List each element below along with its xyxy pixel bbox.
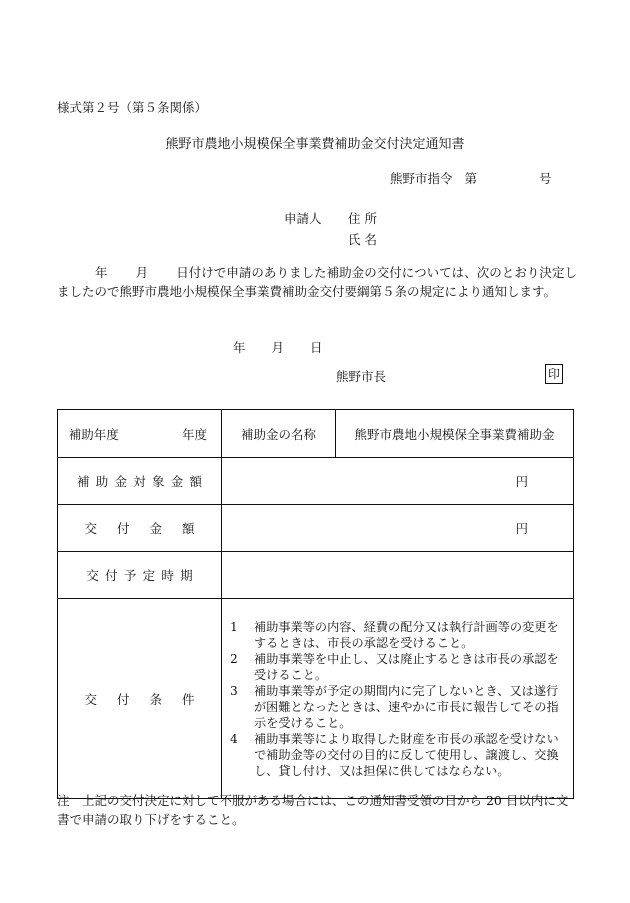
issue-date bbox=[233, 338, 323, 356]
table-row bbox=[58, 599, 574, 799]
target-amount-label: 補助金対象金額 bbox=[58, 458, 222, 505]
grant-amount-value: 円 bbox=[222, 505, 574, 552]
schedule-value bbox=[222, 552, 574, 599]
applicant-label: 申請人 bbox=[284, 211, 322, 226]
address-label: 住 所 bbox=[348, 211, 377, 226]
reference-go: 号 bbox=[539, 171, 552, 186]
body-paragraph: 日付けで申請のありました補助金の交付については、次のとおり決定しましたので熊野市農地小規模保全事業費補助金交付要綱第５条の規定により通知します。 bbox=[57, 265, 577, 299]
year-unit: 年度 bbox=[130, 410, 222, 458]
conditions-list bbox=[222, 599, 574, 799]
reference-dai: 第 bbox=[464, 171, 478, 186]
form-number: 様式第２号（第５条関係） bbox=[57, 100, 208, 115]
subsidy-name: 熊野市農地小規模保全事業費補助金 bbox=[336, 410, 574, 458]
condition-item: 1 補助事業等の内容、経費の配分又は執行計画等の変更をするときは、市長の承認を受けること。 bbox=[230, 619, 559, 650]
date-year: 年 bbox=[233, 340, 246, 355]
subsidy-table bbox=[57, 409, 574, 799]
body-year: 年 bbox=[95, 265, 108, 280]
subsidy-name-label: 補助金の名称 bbox=[222, 410, 336, 458]
date-day: 日 bbox=[310, 340, 323, 355]
reference-prefix: 熊野市指令 bbox=[390, 171, 453, 186]
condition-item: 4 補助事業等により取得した財産を市長の承認を受けないで補助金等の交付の目的に反して使用し、譲渡し、交換し、貸し付け、又は担保に供してはならない。 bbox=[230, 731, 559, 778]
condition-item: 3 補助事業等が予定の期間内に完了しないとき、又は遂行が困難となったときは、速やかに市長に報告してその指示を受けること。 bbox=[230, 683, 559, 730]
body-month: 月 bbox=[135, 265, 149, 280]
grant-amount-label: 交付金額 bbox=[58, 505, 222, 552]
schedule-label: 交付予定時期 bbox=[58, 552, 222, 599]
name-label: 氏 名 bbox=[348, 232, 377, 247]
conditions-label: 交付条件 bbox=[58, 599, 222, 799]
mayor-title: 熊野市長 bbox=[336, 369, 387, 384]
footnote: 注 上記の交付決定に対して不服がある場合には、この通知書受領の日から 20 日以内に文書で申請の取り下げをすること。 bbox=[57, 793, 569, 827]
applicant-block bbox=[284, 208, 377, 250]
reference-number bbox=[390, 169, 552, 187]
table-row bbox=[58, 458, 574, 505]
condition-item: 2 補助事業等を中止し、又は廃止するときは市長の承認を受けること。 bbox=[230, 651, 559, 682]
table-row bbox=[58, 505, 574, 552]
body-text bbox=[57, 263, 577, 301]
subsidy-year-label: 補助年度 bbox=[58, 410, 130, 458]
table-row bbox=[58, 410, 574, 458]
table-row bbox=[58, 552, 574, 599]
seal-mark: 印 bbox=[545, 364, 563, 384]
date-month: 月 bbox=[271, 340, 285, 355]
target-amount-value: 円 bbox=[222, 458, 574, 505]
document-title: 熊野市農地小規模保全事業費補助金交付決定通知書 bbox=[165, 137, 465, 152]
